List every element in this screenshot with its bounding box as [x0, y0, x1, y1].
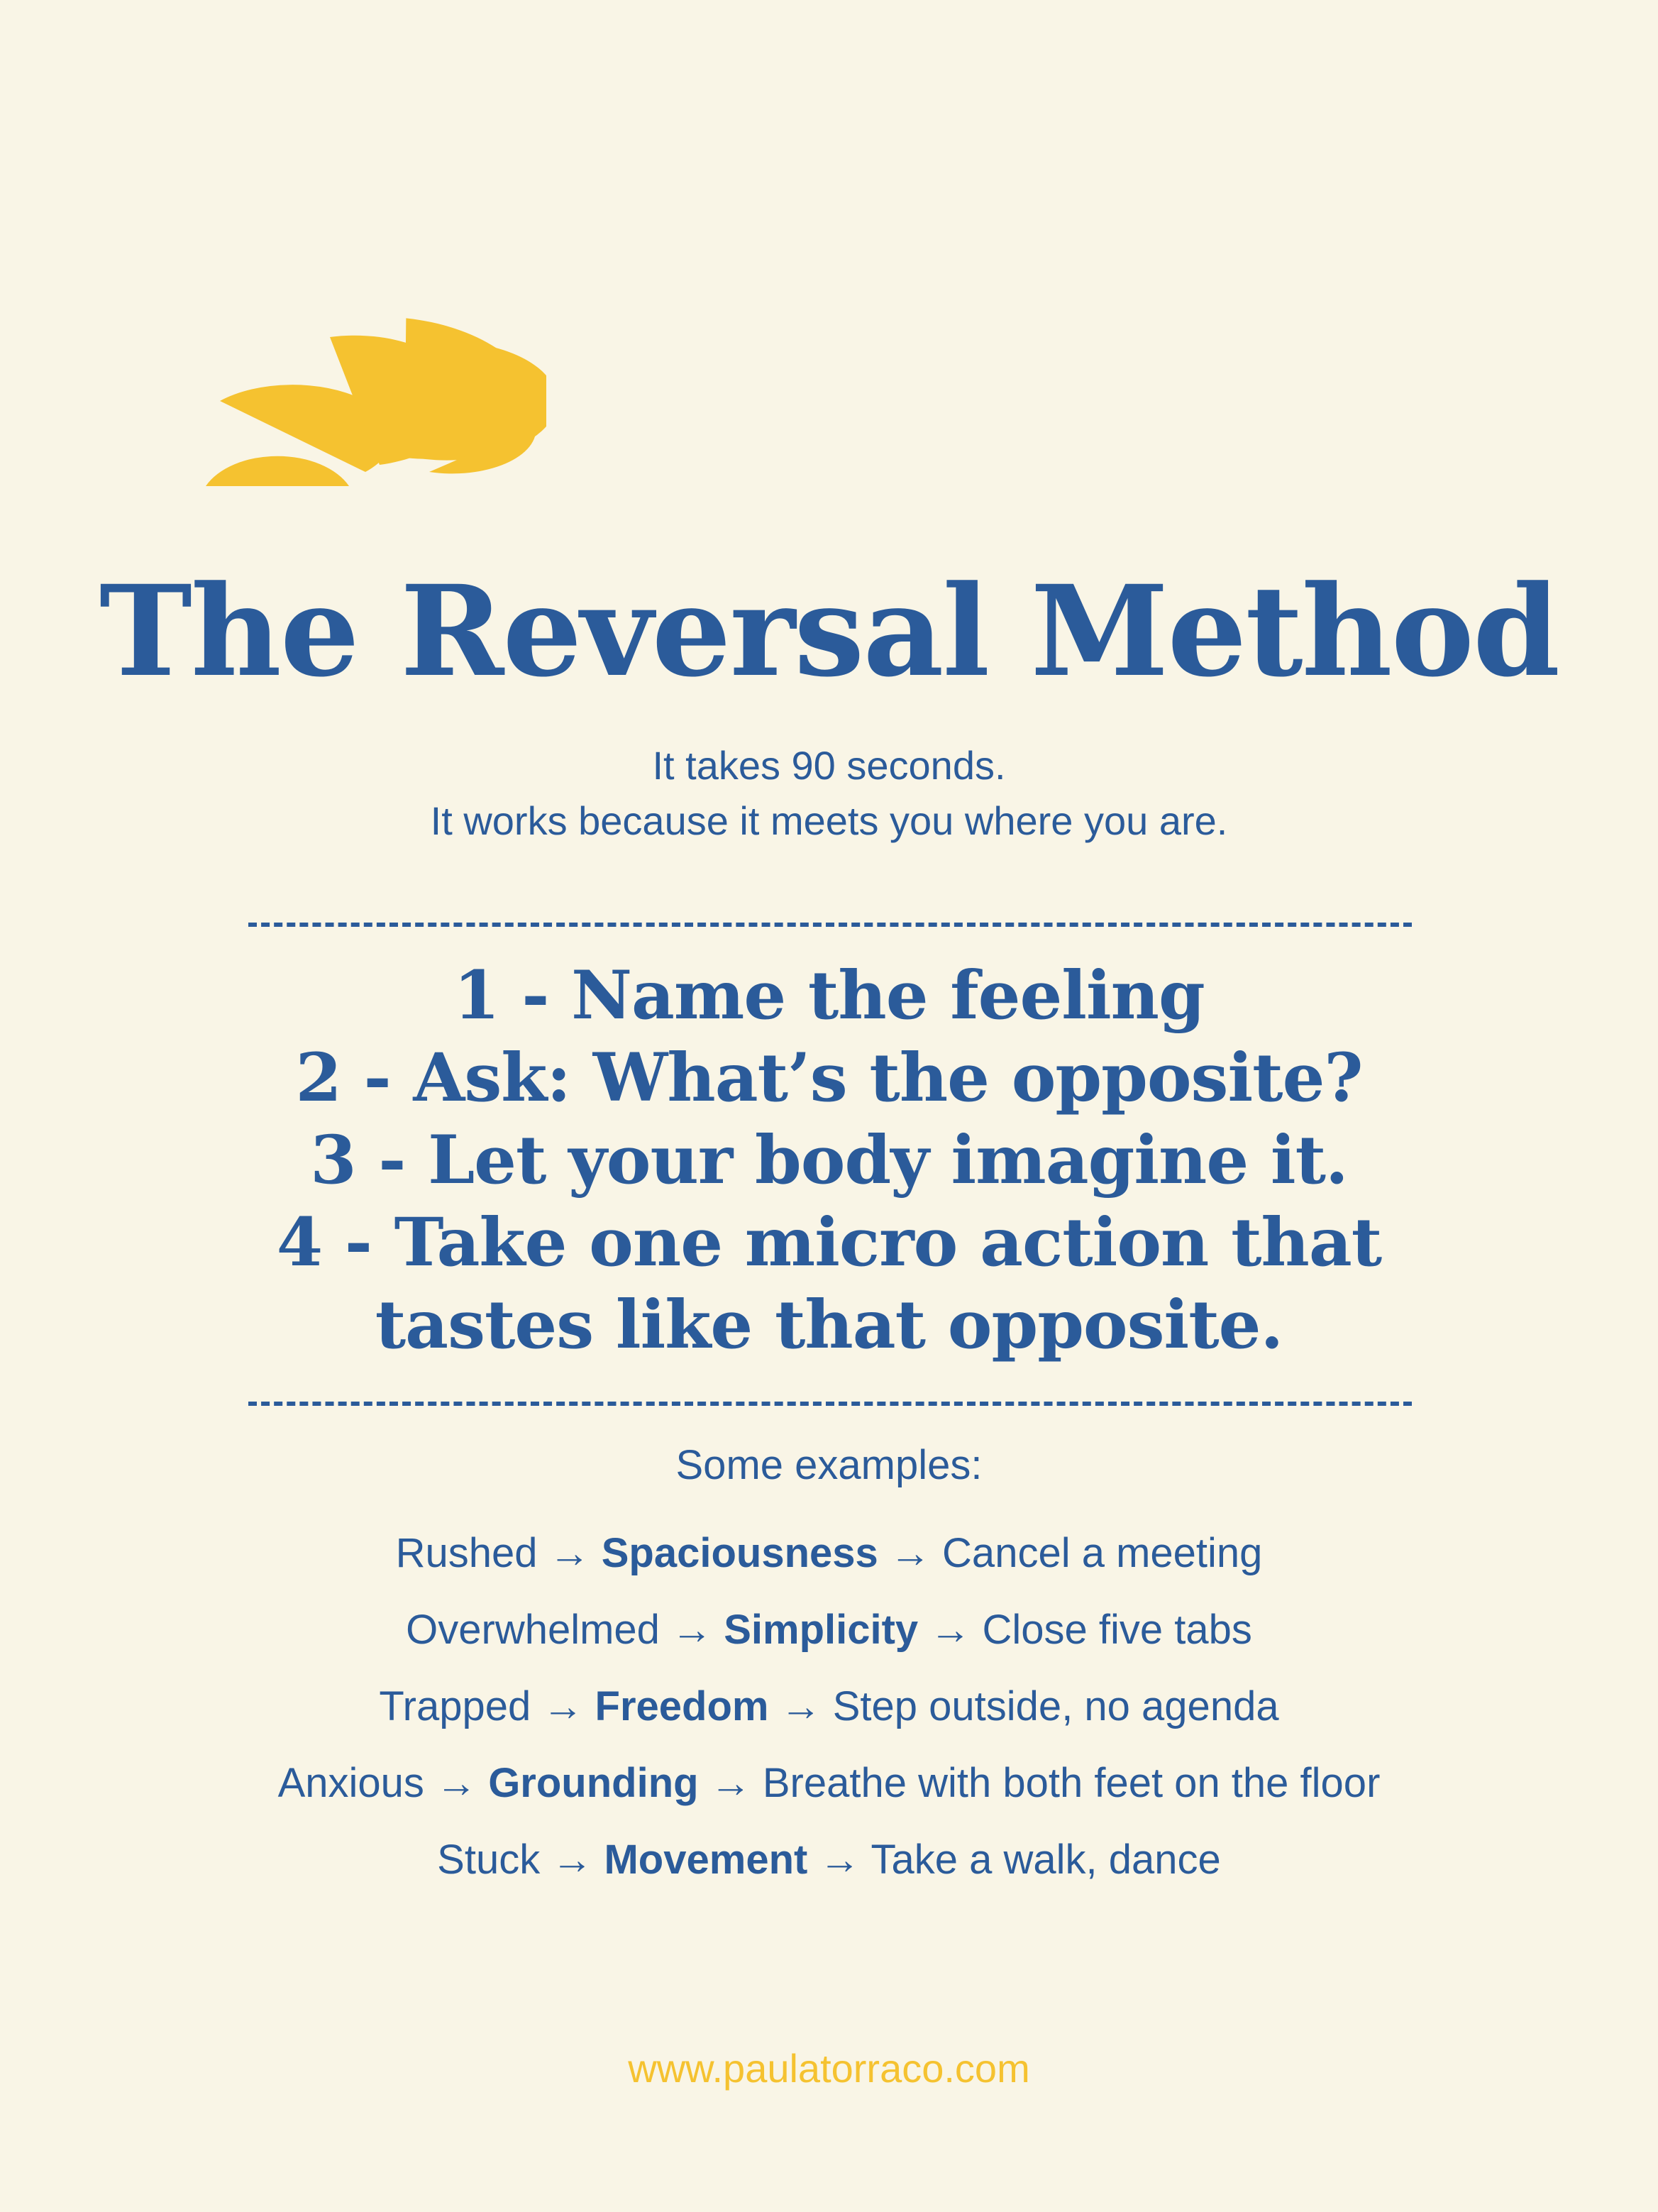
example-action: Take a walk, dance: [871, 1837, 1221, 1883]
arrow-icon: →: [819, 1837, 861, 1883]
steps-list: [0, 954, 1658, 1366]
example-opposite: Simplicity: [724, 1607, 919, 1653]
example-action: Cancel a meeting: [942, 1530, 1263, 1576]
example-row-trapped: [0, 1668, 1658, 1745]
step-1: 1 - Name the feeling: [453, 957, 1205, 1035]
step-3: 3 - Let your body imagine it.: [310, 1121, 1348, 1199]
example-feeling: Anxious: [277, 1760, 424, 1806]
arrow-icon: →: [542, 1683, 584, 1729]
example-feeling: Trapped: [379, 1683, 531, 1729]
example-opposite: Grounding: [488, 1760, 699, 1806]
example-action: Breathe with both feet on the floor: [762, 1760, 1381, 1806]
page-title: The Reversal Method: [99, 558, 1559, 705]
subtitle: [0, 738, 1658, 849]
example-opposite: Movement: [604, 1837, 808, 1883]
step-2: 2 - Ask: What’s the opposite?: [295, 1039, 1363, 1117]
website-link[interactable]: www.paulatorraco.com: [628, 2046, 1030, 2091]
step-4: 4 - Take one micro action that: [276, 1204, 1382, 1282]
example-row-rushed: [0, 1515, 1658, 1592]
example-opposite: Spaciousness: [601, 1530, 878, 1576]
arrow-icon: →: [671, 1607, 713, 1653]
example-action: Close five tabs: [982, 1607, 1252, 1653]
example-opposite: Freedom: [595, 1683, 769, 1729]
example-feeling: Rushed: [395, 1530, 538, 1576]
arrow-icon: →: [548, 1530, 590, 1576]
examples-list: [0, 1515, 1658, 1898]
example-feeling: Stuck: [437, 1837, 541, 1883]
example-action: Step outside, no agenda: [832, 1683, 1279, 1729]
example-row-anxious: [0, 1745, 1658, 1822]
example-feeling: Overwhelmed: [406, 1607, 660, 1653]
sun-petals-icon: [199, 305, 546, 497]
arrow-icon: →: [780, 1683, 822, 1729]
examples-heading: Some examples:: [675, 1442, 983, 1488]
step-4-continued: tastes like that opposite.: [375, 1286, 1283, 1364]
subtitle-line-2: It works because it meets you where you are.: [430, 798, 1228, 843]
example-row-overwhelmed: [0, 1592, 1658, 1668]
divider-bottom: [248, 1402, 1412, 1406]
divider-top: [248, 923, 1412, 927]
arrow-icon: →: [436, 1760, 477, 1806]
arrow-icon: →: [709, 1760, 751, 1806]
arrow-icon: →: [889, 1530, 931, 1576]
subtitle-line-1: It takes 90 seconds.: [652, 743, 1006, 788]
arrow-icon: →: [551, 1837, 593, 1883]
example-row-stuck: [0, 1822, 1658, 1898]
arrow-icon: →: [929, 1607, 971, 1653]
